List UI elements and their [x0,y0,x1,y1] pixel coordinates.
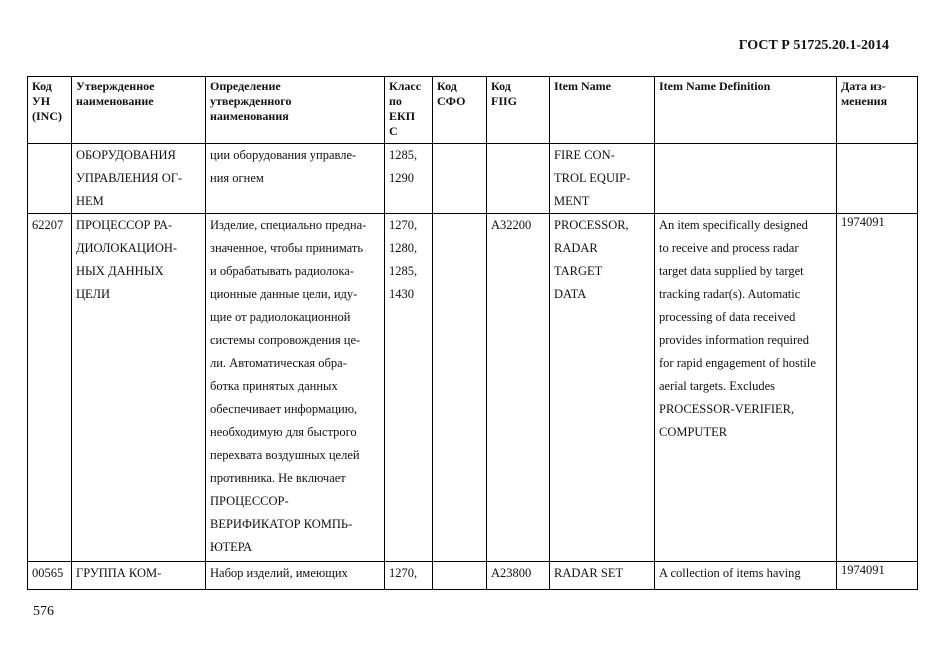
cell-line: RADAR SET [554,566,624,580]
header-item-name-definition [655,77,837,144]
header-line: Код [491,79,511,93]
header-class [385,77,433,144]
cell-line: 1974091 [841,215,885,229]
cell-line: и обрабатывать радиолока- [210,264,354,278]
cell-line: НЫХ ДАННЫХ [76,264,164,278]
page-number: 576 [33,604,54,619]
table-row [28,144,918,214]
cell-sfo [433,214,487,562]
cell-change-date [837,144,918,214]
cell-line: 1974091 [841,563,885,577]
cell-line: ции оборудования управле- [210,148,357,162]
cell-line: обеспечивает информацию, [210,402,358,416]
header-line: Item Name Definition [659,79,771,93]
cell-fiig [487,214,550,562]
cell-sfo [433,562,487,590]
header-line: по [389,94,402,108]
cell-line: A32200 [491,218,532,232]
cell-line: A collection of items having [659,566,801,580]
cell-line: ПРОЦЕССОР РА- [76,218,173,232]
cell-line: противника. Не включает [210,471,346,485]
cell-line: for rapid engagement of hostile [659,356,816,370]
cell-line: 1270, [389,566,418,580]
header-line: Код [32,79,52,93]
cell-line: необходимую для быстрого [210,425,357,439]
cell-line: 1280, [389,241,418,255]
cell-line: системы сопровождения це- [210,333,361,347]
cell-line: ЮТЕРА [210,540,253,554]
table-header-row [28,77,918,144]
cell-item-name [550,214,655,562]
cell-line: processing of data received [659,310,796,324]
nomenclature-table [27,76,918,590]
cell-line: Набор изделий, имеющих [210,566,348,580]
document-code: ГОСТ Р 51725.20.1-2014 [738,38,889,53]
header-line: утвержденного [210,94,292,108]
cell-inc [28,562,72,590]
cell-line: FIRE CON- [554,148,615,162]
cell-line: A23800 [491,566,532,580]
cell-line: ЦЕЛИ [76,287,111,301]
cell-line: ционные данные цели, иду- [210,287,358,301]
cell-fiig [487,562,550,590]
header-approved-name [72,77,206,144]
cell-approved-name [72,214,206,562]
header-line: Item Name [554,79,611,93]
header-line: наименование [76,94,154,108]
cell-item-definition [655,562,837,590]
table-row [28,562,918,590]
header-inc [28,77,72,144]
cell-line: tracking radar(s). Automatic [659,287,801,301]
header-line: Определение [210,79,281,93]
header-sfo [433,77,487,144]
cell-item-name [550,562,655,590]
cell-inc [28,214,72,562]
cell-line: 1290 [389,171,414,185]
cell-fiig [487,144,550,214]
header-line: ЕКП [389,109,416,123]
cell-line: значенное, чтобы принимать [210,241,364,255]
cell-line: перехвата воздушных целей [210,448,360,462]
header-fiig [487,77,550,144]
cell-line: PROCESSOR-VERIFIER, [659,402,795,416]
header-definition [206,77,385,144]
cell-line: An item specifically designed [659,218,808,232]
header-line: Дата из- [841,79,886,93]
header-line: СФО [437,94,466,108]
cell-line: ГРУППА КОМ- [76,566,162,580]
cell-line: ВЕРИФИКАТОР КОМПЬ- [210,517,353,531]
cell-inc [28,144,72,214]
cell-line: 1285, [389,264,418,278]
header-line: наименования [210,109,289,123]
cell-line: TROL EQUIP- [554,171,631,185]
cell-line: ли. Автоматическая обра- [210,356,347,370]
cell-line: target data supplied by target [659,264,804,278]
cell-approved-name [72,144,206,214]
cell-line: 00565 [32,566,64,580]
cell-item-definition [655,144,837,214]
cell-line: щие от радиолокационной [210,310,351,324]
cell-line: ботка принятых данных [210,379,338,393]
cell-approved-name [72,562,206,590]
header-line: Код [437,79,457,93]
header-line: (INC) [32,109,62,123]
cell-line: ПРОЦЕССОР- [210,494,289,508]
header-line: Класс [389,79,422,93]
header-line: УН [32,94,51,108]
cell-line: MENT [554,194,590,208]
cell-line: ОБОРУДОВАНИЯ [76,148,176,162]
header-change-date [837,77,918,144]
cell-definition [206,214,385,562]
cell-line: НЕМ [76,194,104,208]
table-row [28,214,918,562]
cell-change-date [837,562,918,590]
cell-change-date [837,214,918,562]
cell-item-name [550,144,655,214]
header-item-name [550,77,655,144]
cell-line: TARGET [554,264,603,278]
cell-line: PROCESSOR, [554,218,629,232]
cell-line: УПРАВЛЕНИЯ ОГ- [76,171,183,185]
cell-class [385,562,433,590]
cell-line: DATA [554,287,587,301]
cell-line: RADAR [554,241,598,255]
cell-line: COMPUTER [659,425,728,439]
cell-definition [206,144,385,214]
cell-line: aerial targets. Excludes [659,379,776,393]
cell-line: 1430 [389,287,414,301]
cell-class [385,144,433,214]
cell-line: 1285, [389,148,418,162]
cell-sfo [433,144,487,214]
cell-line: 62207 [32,218,64,232]
cell-definition [206,562,385,590]
cell-line: to receive and process radar [659,241,799,255]
cell-class [385,214,433,562]
cell-line: ния огнем [210,171,264,185]
header-line: менения [841,94,888,108]
cell-line: ДИОЛОКАЦИОН- [76,241,178,255]
cell-line: 1270, [389,218,418,232]
header-line: С [389,124,398,138]
cell-item-definition [655,214,837,562]
cell-line: Изделие, специально предна- [210,218,367,232]
header-line: Утвержденное [76,79,155,93]
cell-line: provides information required [659,333,809,347]
header-line: FIIG [491,94,518,108]
